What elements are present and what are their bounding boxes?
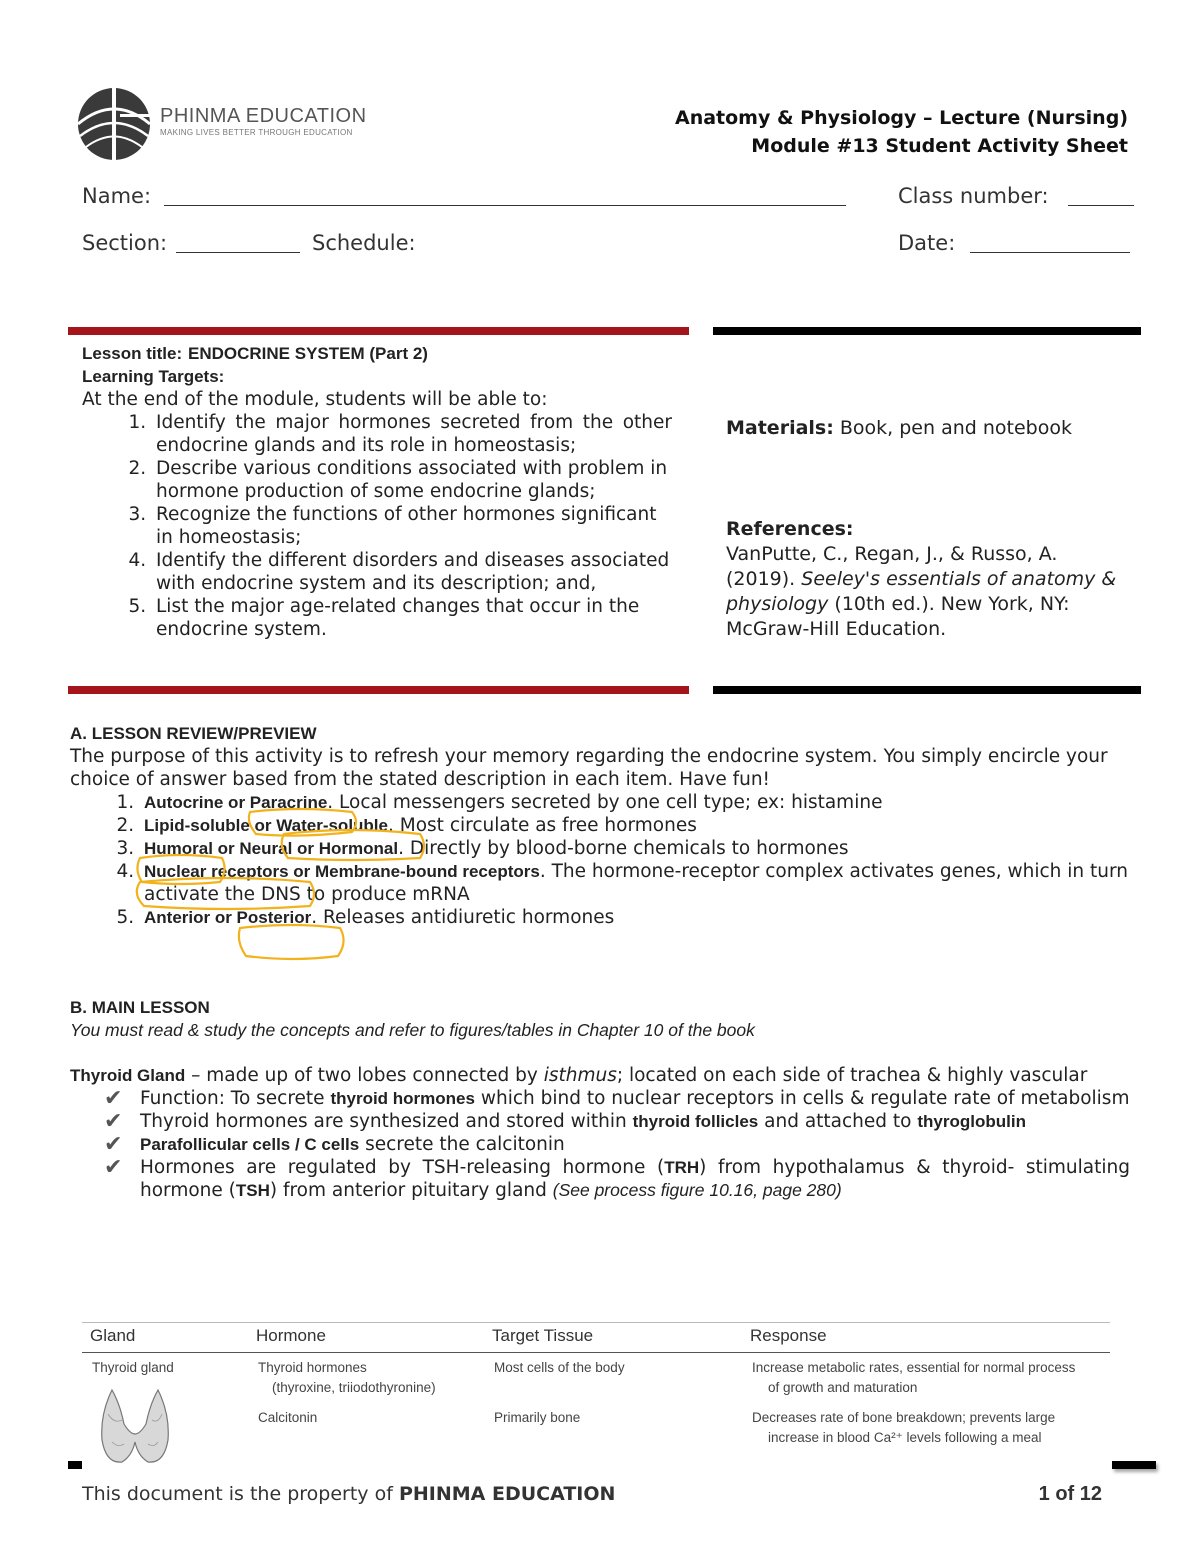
thyroid-checklist	[104, 1087, 1130, 1202]
bold-term: TSH	[235, 1181, 270, 1200]
review-choice[interactable]: Nuclear receptors or Membrane-bound receptors	[144, 862, 540, 881]
text: Hormones are regulated by TSH-releasing hormone (	[140, 1157, 665, 1178]
footer-bar-right	[1112, 1461, 1156, 1469]
lesson-review-heading: A. LESSON REVIEW/PREVIEW	[70, 724, 317, 743]
name-label: Name:	[82, 184, 152, 208]
page-number: 1 of 12	[1038, 1483, 1102, 1505]
lesson-review-intro: The purpose of this activity is to refresh your memory regarding the endocrine system. You simply encircle your choice of answer based from the stated description in each item. Have fun!	[70, 746, 1108, 790]
materials-label: Materials:	[726, 417, 834, 439]
table-header-target: Target Tissue	[492, 1326, 594, 1345]
table-cell-response: Increase metabolic rates, essential for normal process	[752, 1360, 1076, 1375]
checkmark-icon: ✔	[104, 1155, 123, 1180]
logo-name: PHINMA EDUCATION	[160, 105, 367, 127]
review-choice[interactable]: Humoral or Neural or Hormonal	[144, 839, 399, 858]
review-choice[interactable]: Lipid-soluble or Water-soluble	[144, 816, 388, 835]
lesson-title-value: ENDOCRINE SYSTEM (Part 2)	[188, 344, 428, 363]
bold-term: thyroid hormones	[330, 1089, 475, 1108]
review-description: . Local messengers secreted by one cell type; ex: histamine	[327, 792, 883, 813]
review-choice[interactable]: Autocrine or Paracrine	[144, 793, 328, 812]
learning-target: 3. Recognize the functions of other hormones significant in homeostasis;	[152, 503, 672, 549]
reference-book-title: Seeley's essentials of anatomy & physiology	[726, 568, 1117, 615]
date-label: Date:	[898, 231, 956, 255]
class-number-label: Class number:	[898, 184, 1049, 208]
text: ) from anterior pituitary gland	[269, 1180, 553, 1201]
review-choice[interactable]: Anterior or Posterior	[144, 908, 312, 927]
thyroid-hormone-table	[82, 1322, 1110, 1472]
footer-ownership	[82, 1483, 615, 1505]
text: which bind to nuclear receptors in cells & regulate rate of metabolism	[474, 1088, 1130, 1109]
course-title: Anatomy & Physiology – Lecture (Nursing)	[674, 107, 1128, 129]
schedule-label: Schedule:	[312, 231, 416, 255]
checkmark-icon: ✔	[104, 1132, 123, 1157]
table-cell-gland: Thyroid gland	[92, 1360, 174, 1375]
circle-mark-posterior	[239, 925, 344, 959]
text: Function: To secrete	[140, 1088, 331, 1109]
section-label: Section:	[82, 231, 168, 255]
footer-owner: PHINMA EDUCATION	[398, 1483, 616, 1505]
bold-term: Parafollicular cells / C cells	[140, 1135, 360, 1154]
text: ) from hypothalamus & thyroid- stimulating hormone (	[140, 1157, 1131, 1201]
checklist-item	[104, 1156, 1130, 1202]
materials-value: Book, pen and notebook	[839, 417, 1072, 439]
checklist-item	[104, 1087, 1130, 1110]
thyroid-desc: ; located on each side of trachea & highly vascular	[616, 1065, 1088, 1086]
table-top-rule	[82, 1322, 1110, 1323]
thyroid-gland-illustration	[92, 1384, 178, 1468]
review-description: . Most circulate as free hormones	[388, 815, 697, 836]
main-lesson-section	[70, 996, 1130, 1202]
text: and attached to	[758, 1111, 918, 1132]
table-cell-target: Primarily bone	[494, 1410, 581, 1425]
table-cell-response-sub: of growth and maturation	[768, 1380, 918, 1395]
learning-target: 4. Identify the different disorders and diseases associated with endocrine system and its description; and,	[152, 549, 672, 595]
isthmus-term: isthmus	[543, 1065, 617, 1086]
main-lesson-note: You must read & study the concepts and refer to figures/tables in Chapter 10 of the book	[70, 1020, 755, 1040]
review-description: . Directly by blood-borne chemicals to hormones	[398, 838, 849, 859]
table-cell-response: Decreases rate of bone breakdown; prevents large	[752, 1410, 1056, 1425]
learning-targets-intro: At the end of the module, students will be able to:	[82, 389, 548, 410]
text: secrete the calcitonin	[359, 1134, 565, 1155]
bold-term: thyroglobulin	[917, 1112, 1026, 1131]
lesson-title-label: Lesson title:	[82, 344, 183, 363]
table-header-hormone: Hormone	[256, 1326, 326, 1345]
review-description: . The hormone-receptor complex activates genes, which in turn activate the DNS to produce mRNA	[144, 861, 1129, 905]
main-lesson-heading: B. MAIN LESSON	[70, 998, 210, 1017]
bold-term: TRH	[664, 1158, 700, 1177]
thyroid-gland-description	[70, 1064, 1130, 1087]
reference-authors: VanPutte, C., Regan, J., & Russo, A. (2019).	[726, 543, 1058, 590]
references-label: References:	[726, 518, 854, 540]
table-header-response: Response	[750, 1326, 827, 1345]
review-description: . Releases antidiuretic hormones	[311, 907, 615, 928]
learning-target: 2. Describe various conditions associated with problem in hormone production of some endocrine glands;	[152, 457, 672, 503]
thyroid-term: Thyroid Gland	[70, 1066, 186, 1085]
logo-tagline: MAKING LIVES BETTER THROUGH EDUCATION	[160, 128, 353, 137]
table-header-gland: Gland	[90, 1326, 136, 1345]
learning-target: 1. Identify the major hormones secreted from the other endocrine glands and its role in homeostasis;	[152, 411, 672, 457]
bold-term: thyroid follicles	[632, 1112, 759, 1131]
table-cell-target: Most cells of the body	[494, 1360, 625, 1375]
table-cell-response-sub: increase in blood Ca²⁺ levels following a meal	[768, 1430, 1042, 1445]
footer-prefix: This document is the property of	[82, 1483, 399, 1505]
table-cell-hormone: Thyroid hormones	[258, 1360, 367, 1375]
figure-reference: (See process figure 10.16, page 280)	[552, 1180, 842, 1200]
learning-targets-label: Learning Targets:	[82, 367, 225, 386]
checklist-item	[104, 1110, 1130, 1133]
checkmark-icon: ✔	[104, 1086, 123, 1111]
table-cell-hormone: Calcitonin	[258, 1410, 318, 1425]
footer-bar-left	[68, 1461, 82, 1469]
reference-publisher: (10th ed.). New York, NY: McGraw-Hill Education.	[726, 593, 1070, 640]
text: Thyroid hormones are synthesized and stored within	[140, 1111, 633, 1132]
table-header-rule	[82, 1352, 1110, 1353]
thyroid-desc: – made up of two lobes connected by	[185, 1065, 544, 1086]
table-cell-hormone-sub: (thyroxine, triiodothyronine)	[272, 1380, 436, 1395]
checkmark-icon: ✔	[104, 1109, 123, 1134]
learning-target: 5. List the major age-related changes that occur in the endocrine system.	[152, 595, 672, 641]
module-title: Module #13 Student Activity Sheet	[751, 135, 1128, 157]
checklist-item	[104, 1133, 1130, 1156]
